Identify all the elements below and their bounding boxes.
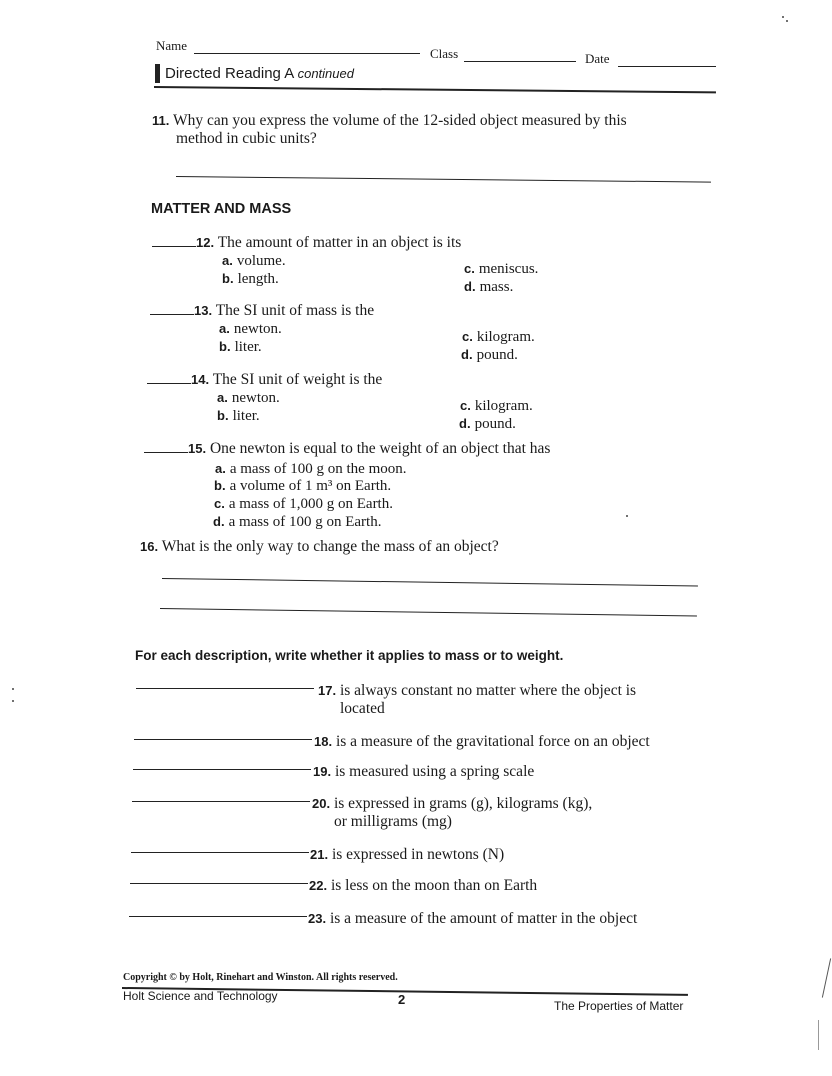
question-14 — [147, 371, 567, 389]
option-letter: a. — [217, 390, 228, 405]
option-d[interactable] — [213, 514, 381, 531]
question-number: 21. — [310, 847, 329, 862]
option-letter: c. — [462, 329, 473, 344]
question-number: 23. — [308, 911, 327, 926]
footer-book-title: Holt Science and Technology — [123, 989, 278, 1003]
option-letter: b. — [219, 339, 231, 354]
option-letter: d. — [459, 416, 471, 431]
description-text: is expressed in newtons (N) — [331, 846, 505, 863]
option-d[interactable] — [461, 347, 518, 364]
section-title — [165, 65, 354, 82]
description-17 — [318, 682, 636, 718]
scan-edge-mark — [822, 958, 831, 997]
description-22 — [309, 877, 537, 895]
question-16 — [140, 538, 499, 556]
option-text: liter. — [232, 408, 260, 424]
option-letter: d. — [461, 347, 473, 362]
answer-line-17[interactable] — [136, 688, 314, 689]
section-title-suffix: continued — [297, 66, 354, 81]
description-text: is less on the moon than on Earth — [330, 877, 538, 894]
question-stem: The SI unit of weight is the — [212, 371, 383, 388]
description-text: is measured using a spring scale — [334, 763, 535, 780]
answer-blank-14[interactable] — [147, 383, 191, 384]
description-text: is a measure of the amount of matter in the object — [329, 910, 638, 927]
name-field[interactable] — [194, 53, 420, 54]
option-text: liter. — [234, 339, 262, 355]
description-20 — [312, 795, 592, 831]
class-label: Class — [430, 46, 459, 61]
date-field[interactable] — [618, 66, 716, 67]
date-label: Date — [585, 51, 610, 66]
option-b[interactable] — [214, 478, 391, 495]
answer-line-22[interactable] — [130, 883, 308, 884]
option-a[interactable] — [215, 461, 407, 478]
option-b[interactable] — [217, 408, 260, 425]
answer-line-18[interactable] — [134, 739, 312, 740]
description-text: is always constant no matter where the object is — [339, 682, 637, 699]
option-c[interactable] — [462, 329, 535, 346]
option-c[interactable] — [464, 261, 538, 278]
option-letter: b. — [222, 271, 234, 286]
answer-line-23[interactable] — [129, 916, 307, 917]
option-letter: c. — [464, 261, 475, 276]
description-23 — [308, 910, 637, 928]
option-text: meniscus. — [478, 261, 539, 277]
option-letter: b. — [214, 478, 226, 493]
scan-speck — [786, 20, 788, 22]
question-15 — [144, 440, 624, 458]
question-number: 11. — [152, 113, 170, 128]
copyright: Copyright © by Holt, Rinehart and Winston. All rights reserved. — [123, 972, 398, 983]
description-18 — [314, 733, 650, 751]
option-a[interactable] — [222, 253, 286, 270]
description-text-line2: located — [340, 700, 385, 717]
page-number: 2 — [398, 992, 406, 1007]
question-stem: The amount of matter in an object is its — [217, 234, 462, 251]
option-text: pound. — [476, 347, 518, 363]
option-letter: b. — [217, 408, 229, 423]
question-number: 22. — [309, 878, 328, 893]
option-text: newton. — [231, 390, 280, 406]
scan-speck — [626, 515, 628, 517]
description-text-line2: or milligrams (mg) — [334, 813, 452, 830]
description-19 — [313, 763, 534, 781]
option-letter: c. — [460, 398, 471, 413]
name-label: Name — [156, 38, 188, 53]
description-21 — [310, 846, 504, 864]
answer-line-16b[interactable] — [160, 608, 697, 616]
section-title-text: Directed Reading A — [165, 65, 294, 82]
description-text: is a measure of the gravitational force on an object — [335, 733, 650, 750]
option-d[interactable] — [464, 279, 513, 296]
description-text: is expressed in grams (g), kilograms (kg), — [333, 795, 593, 812]
option-letter: a. — [219, 321, 230, 336]
class-field[interactable] — [464, 61, 576, 62]
option-c[interactable] — [460, 398, 533, 415]
section-marker — [155, 64, 160, 83]
option-text: pound. — [474, 416, 516, 432]
answer-blank-13[interactable] — [150, 314, 194, 315]
option-letter: a. — [215, 461, 226, 476]
instructions: For each description, write whether it applies to mass or to weight. — [135, 648, 564, 663]
option-text: length. — [237, 271, 279, 287]
option-letter: a. — [222, 253, 233, 268]
scan-speck — [782, 16, 784, 18]
question-11 — [152, 112, 712, 148]
answer-line-19[interactable] — [133, 769, 311, 770]
answer-line-21[interactable] — [131, 852, 309, 853]
option-letter: d. — [213, 514, 225, 529]
answer-line-20[interactable] — [132, 801, 310, 802]
question-12 — [152, 234, 572, 252]
scan-edge-mark — [818, 1020, 819, 1050]
option-text: a mass of 100 g on Earth. — [228, 514, 382, 530]
section-heading: MATTER AND MASS — [151, 201, 292, 217]
question-13 — [150, 302, 570, 320]
option-c[interactable] — [214, 496, 393, 513]
question-text-line2: method in cubic units? — [176, 130, 317, 147]
question-text: What is the only way to change the mass of an object? — [161, 538, 499, 555]
option-letter: d. — [464, 279, 476, 294]
question-number: 20. — [312, 796, 331, 811]
option-d[interactable] — [459, 416, 516, 433]
scan-speck — [12, 688, 14, 690]
question-number: 12. — [196, 235, 215, 250]
question-text-line1: Why can you express the volume of the 12-sided object measured by this — [172, 112, 627, 129]
question-number: 18. — [314, 734, 333, 749]
question-stem: One newton is equal to the weight of an object that has — [209, 440, 551, 457]
option-text: a mass of 1,000 g on Earth. — [228, 496, 393, 512]
option-text: mass. — [479, 279, 514, 295]
question-number: 14. — [191, 372, 210, 387]
answer-blank-12[interactable] — [152, 246, 196, 247]
option-a[interactable] — [219, 321, 282, 338]
scan-speck — [12, 700, 14, 702]
question-number: 19. — [313, 764, 332, 779]
question-number: 16. — [140, 539, 159, 554]
question-number: 13. — [194, 303, 213, 318]
header-rule — [154, 86, 716, 93]
answer-blank-15[interactable] — [144, 452, 188, 453]
option-text: newton. — [233, 321, 282, 337]
question-number: 15. — [188, 441, 207, 456]
answer-line-11[interactable] — [176, 176, 711, 183]
answer-line-16a[interactable] — [162, 578, 698, 586]
option-b[interactable] — [219, 339, 262, 356]
option-b[interactable] — [222, 271, 279, 288]
option-text: a volume of 1 m³ on Earth. — [229, 478, 392, 494]
option-text: volume. — [236, 253, 286, 269]
option-letter: c. — [214, 496, 225, 511]
question-number: 17. — [318, 683, 337, 698]
option-text: kilogram. — [474, 398, 533, 414]
option-a[interactable] — [217, 390, 280, 407]
option-text: kilogram. — [476, 329, 535, 345]
footer-chapter-title: The Properties of Matter — [554, 999, 684, 1013]
option-text: a mass of 100 g on the moon. — [229, 461, 407, 477]
question-stem: The SI unit of mass is the — [215, 302, 375, 319]
